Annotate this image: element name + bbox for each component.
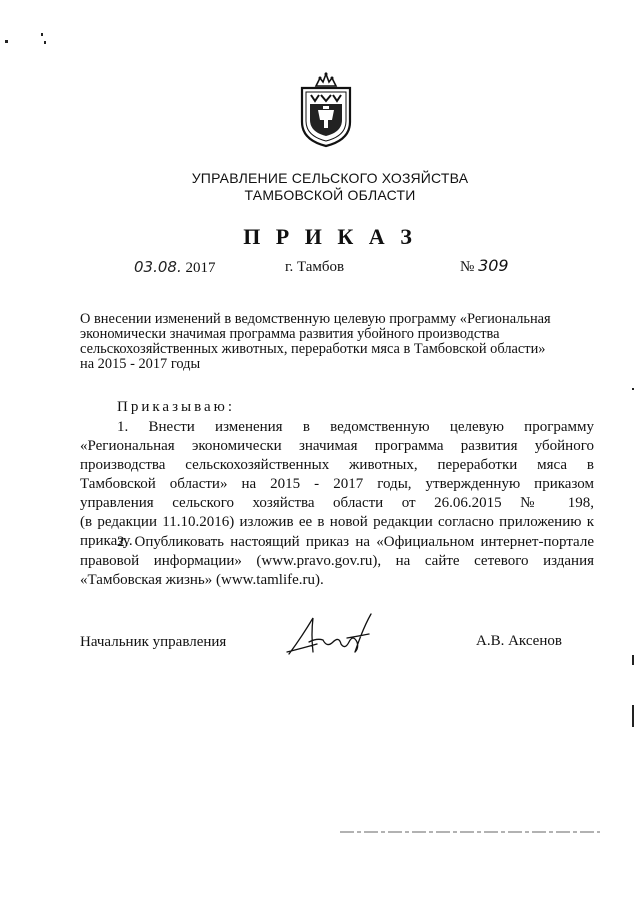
org-name-line-1: УПРАВЛЕНИЕ СЕЛЬСКОГО ХОЗЯЙСТВА: [191, 170, 469, 186]
scan-speck: [632, 388, 634, 390]
footer-dashed-line: [340, 828, 600, 836]
signer-position: Начальник управления: [80, 634, 227, 650]
order-subject: [80, 312, 600, 372]
item-line: (в редакции 11.10.2016) изложив ее в новой редакции согласно приложению к: [80, 514, 594, 530]
item-line: приказу.: [80, 533, 133, 549]
item-line: производства сельскохозяйственных животных, переработки мяса в: [80, 457, 594, 473]
item-line: управления сельского хозяйства области от 26.06.2015 № 198,: [80, 495, 594, 511]
number-sign: №: [460, 259, 475, 275]
handwritten-date: 03.08.: [134, 258, 182, 276]
order-word: Приказываю:: [117, 399, 235, 415]
subject-line: на 2015 - 2017 годы: [80, 356, 201, 372]
handwritten-number: 309: [478, 256, 509, 275]
order-item-2: [80, 533, 594, 590]
order-year: 2017: [185, 260, 216, 276]
document-title: П Р И К А З: [243, 224, 417, 249]
scan-speck: [5, 40, 8, 43]
order-number: [460, 256, 509, 276]
order-city: г. Тамбов: [285, 259, 345, 275]
subject-line: сельскохозяйственных животных, переработки мяса в Тамбовской области»: [80, 341, 546, 357]
scan-speck: [44, 41, 46, 44]
scan-speck: [41, 33, 43, 36]
handwritten-signature: [283, 608, 375, 662]
item-line: 1. Внести изменения в ведомственную целевую программу: [117, 419, 594, 435]
item-line: «Тамбовская жизнь» (www.tamlife.ru).: [80, 572, 324, 588]
coat-of-arms-icon: [298, 70, 354, 148]
item-line: 2. Опубликовать настоящий приказ на «Официальном интернет-портале: [117, 534, 594, 550]
subject-line: экономически значимая программа развития убойного производства: [80, 326, 500, 342]
order-date: [134, 258, 215, 277]
org-name-line-2: ТАМБОВСКОЙ ОБЛАСТИ: [244, 187, 416, 203]
item-line: правовой информации» (www.pravo.gov.ru), на сайте сетевого издания: [80, 553, 594, 569]
scan-speck: [632, 705, 634, 727]
subject-line: О внесении изменений в ведомственную целевую программу «Региональная: [80, 311, 551, 327]
item-line: «Региональная экономически значимая программа развития убойного: [80, 438, 594, 454]
signer-name: А.В. Аксенов: [476, 633, 562, 649]
order-item-1: [80, 418, 594, 551]
scan-speck: [632, 655, 634, 665]
item-line: Тамбовской области» на 2015 - 2017 годы, утвержденную приказом: [80, 476, 594, 492]
